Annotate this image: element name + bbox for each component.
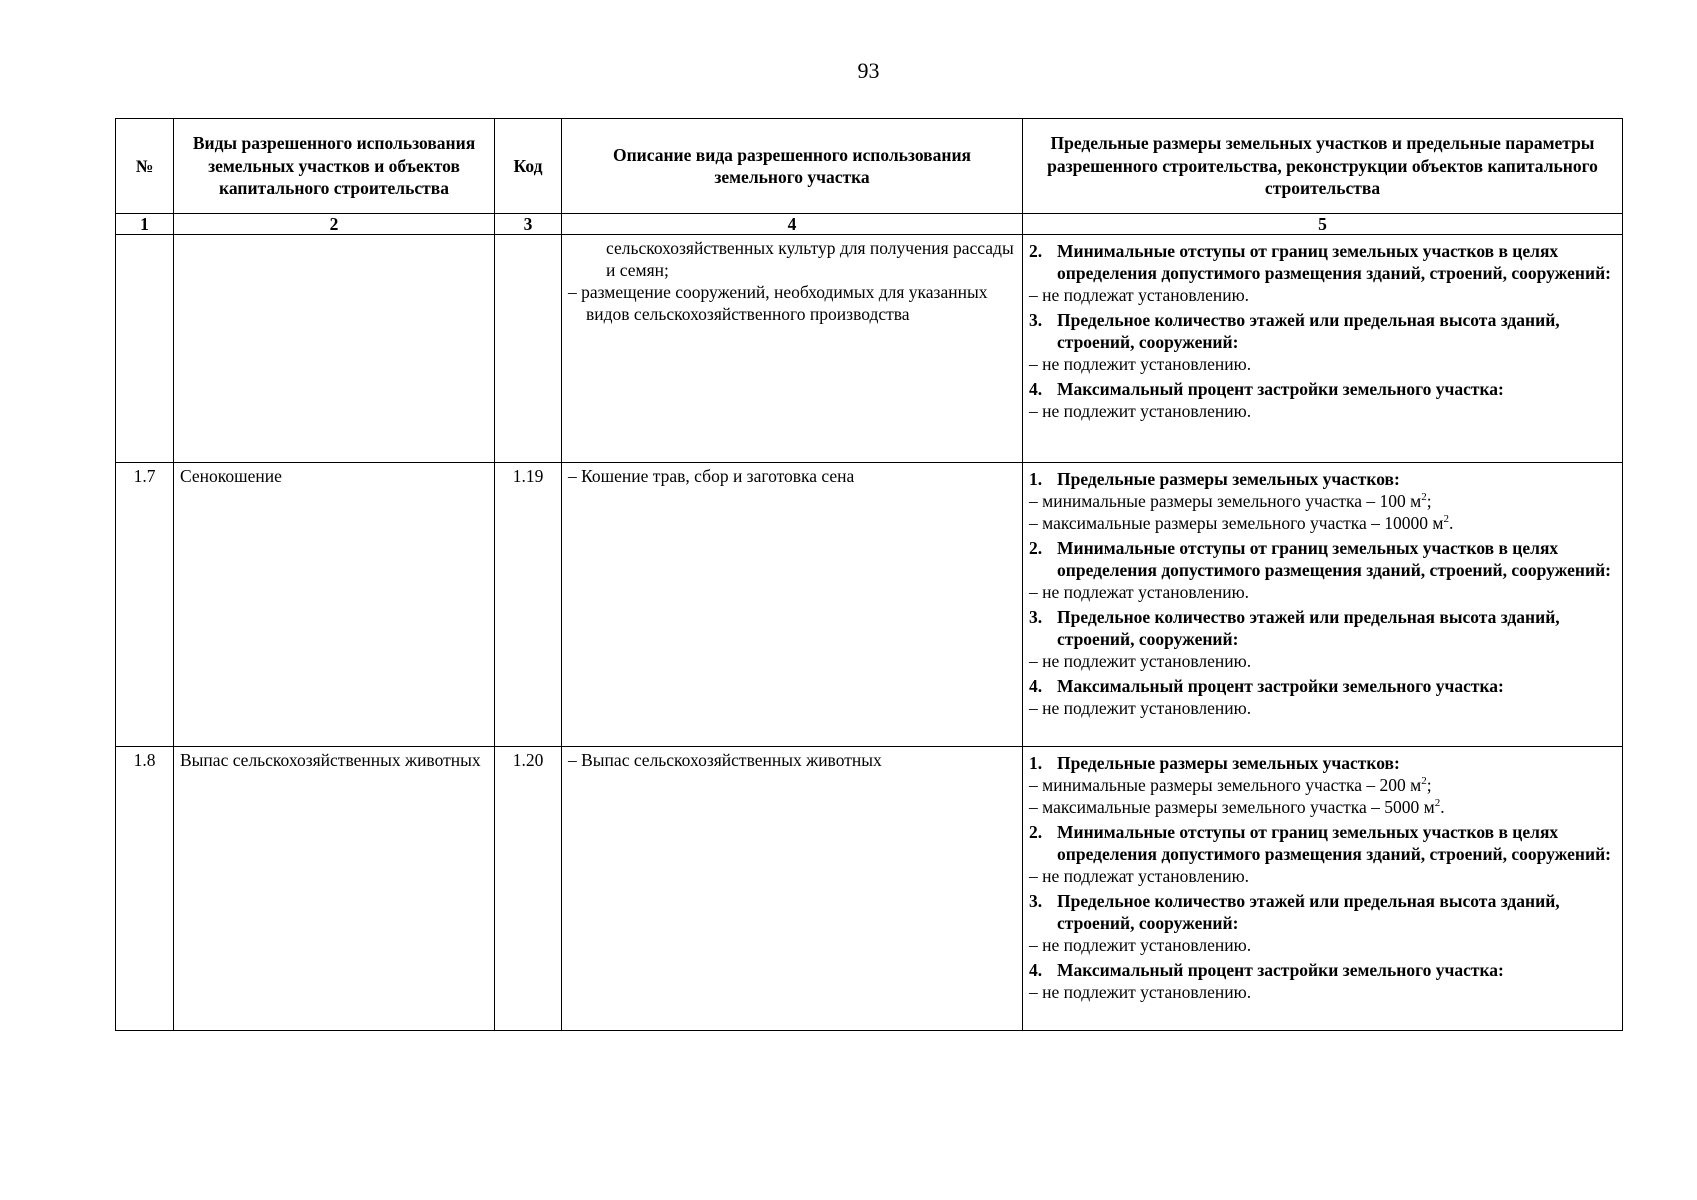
description-line: – Кошение трав, сбор и заготовка сена [568,466,855,486]
parameter-value: – не подлежит установлению. [1029,935,1252,955]
column-number-row [116,214,1623,235]
header-usage-types: Виды разрешенного использования земельных участков и объектов капитального строительства [174,119,495,214]
parameter-number: 2. [1029,538,1043,558]
row-code: 1.19 [495,463,562,747]
parameter-number: 4. [1029,960,1043,980]
parameter-number: 4. [1029,676,1043,696]
description-line: – размещение сооружений, необходимых для указанных видов сельскохозяйственного производства [568,282,988,324]
row-code [495,235,562,463]
parameter-value: – минимальные размеры земельного участка – 200 $м^2$; [1029,775,1432,795]
parameter-heading: 4. Максимальный процент застройки земельного участка: [1029,379,1504,399]
row-parameters [1023,235,1623,463]
parameter-number: 4. [1029,379,1043,399]
table-row [116,235,1623,463]
table-body [116,235,1623,1031]
parameter-number: 3. [1029,607,1043,627]
column-number: 3 [495,214,562,235]
row-number: 1.8 [116,747,174,1031]
row-parameters [1023,463,1623,747]
superscript: 2 [1434,797,1441,810]
superscript: 2 [1443,513,1449,526]
table-row [116,463,1623,747]
parameter-value: – не подлежит установлению. [1029,698,1252,718]
row-code: 1.20 [495,747,562,1031]
parameter-heading: 3. Предельное количество этажей или предельная высота зданий, строений, сооружений: [1029,891,1560,933]
parameter-heading: 3. Предельное количество этажей или предельная высота зданий, строений, сооружений: [1029,310,1560,352]
table-header-row [116,119,1623,214]
parameter-value: – не подлежит установлению. [1029,401,1252,421]
parameter-heading: 3. Предельное количество этажей или предельная высота зданий, строений, сооружений: [1029,607,1560,649]
column-number: 1 [116,214,174,235]
column-number: 4 [562,214,1023,235]
row-description [562,747,1023,1031]
header-parameters: Предельные размеры земельных участков и предельные параметры разрешенного строительства, реконструкции объектов капитального строительства [1023,119,1623,214]
column-number: 5 [1023,214,1623,235]
description-line: – Выпас сельскохозяйственных животных [568,750,882,770]
parameter-heading: 2. Минимальные отступы от границ земельных участков в целях определения допустимого размещения зданий, строений, сооружений: [1029,241,1611,283]
table-row [116,747,1623,1031]
parameter-value: – максимальные размеры земельного участка – 10000 $м^2$. [1029,513,1454,533]
parameter-number: 1. [1029,469,1043,489]
header-description: Описание вида разрешенного использования земельного участка [562,119,1023,214]
row-description [562,463,1023,747]
row-number: 1.7 [116,463,174,747]
row-parameters [1023,747,1623,1031]
page-number: 93 [857,58,880,83]
parameter-heading: 4. Максимальный процент застройки земельного участка: [1029,676,1504,696]
parameter-heading: 2. Минимальные отступы от границ земельных участков в целях определения допустимого размещения зданий, строений, сооружений: [1029,822,1611,864]
parameter-value: – не подлежат установлению. [1029,285,1250,305]
superscript: 2 [1421,491,1427,504]
row-description [562,235,1023,463]
parameter-heading: 1. Предельные размеры земельных участков: [1029,753,1400,773]
row-usage-name: Выпас сельскохозяйственных животных [174,747,495,1031]
row-number [116,235,174,463]
parameter-heading: 2. Минимальные отступы от границ земельных участков в целях определения допустимого размещения зданий, строений, сооружений: [1029,538,1611,580]
parameter-number: 2. [1029,241,1043,261]
superscript: 2 [1421,775,1427,788]
parameter-number: 2. [1029,822,1043,842]
parameter-heading: 1. Предельные размеры земельных участков: [1029,469,1400,489]
parameter-value: – не подлежат установлению. [1029,866,1250,886]
parameter-value: – не подлежит установлению. [1029,354,1252,374]
parameter-value: – максимальные размеры земельного участка – 5000 $м^2$. [1029,797,1445,817]
row-usage-name: Сенокошение [174,463,495,747]
parameter-number: 3. [1029,310,1043,330]
parameter-value: – не подлежат установлению. [1029,582,1250,602]
column-number: 2 [174,214,495,235]
row-usage-name [174,235,495,463]
parameter-number: 1. [1029,753,1043,773]
parameter-heading: 4. Максимальный процент застройки земельного участка: [1029,960,1504,980]
parameter-number: 3. [1029,891,1043,911]
parameter-value: – не подлежит установлению. [1029,982,1252,1002]
header-code: Код [495,119,562,214]
header-number: № [116,119,174,214]
parameter-value: – не подлежит установлению. [1029,651,1252,671]
regulations-table [115,118,1623,1031]
parameter-value: – минимальные размеры земельного участка – 100 $м^2$; [1029,491,1432,511]
description-line: сельскохозяйственных культур для получения рассады и семян; [606,238,1014,280]
